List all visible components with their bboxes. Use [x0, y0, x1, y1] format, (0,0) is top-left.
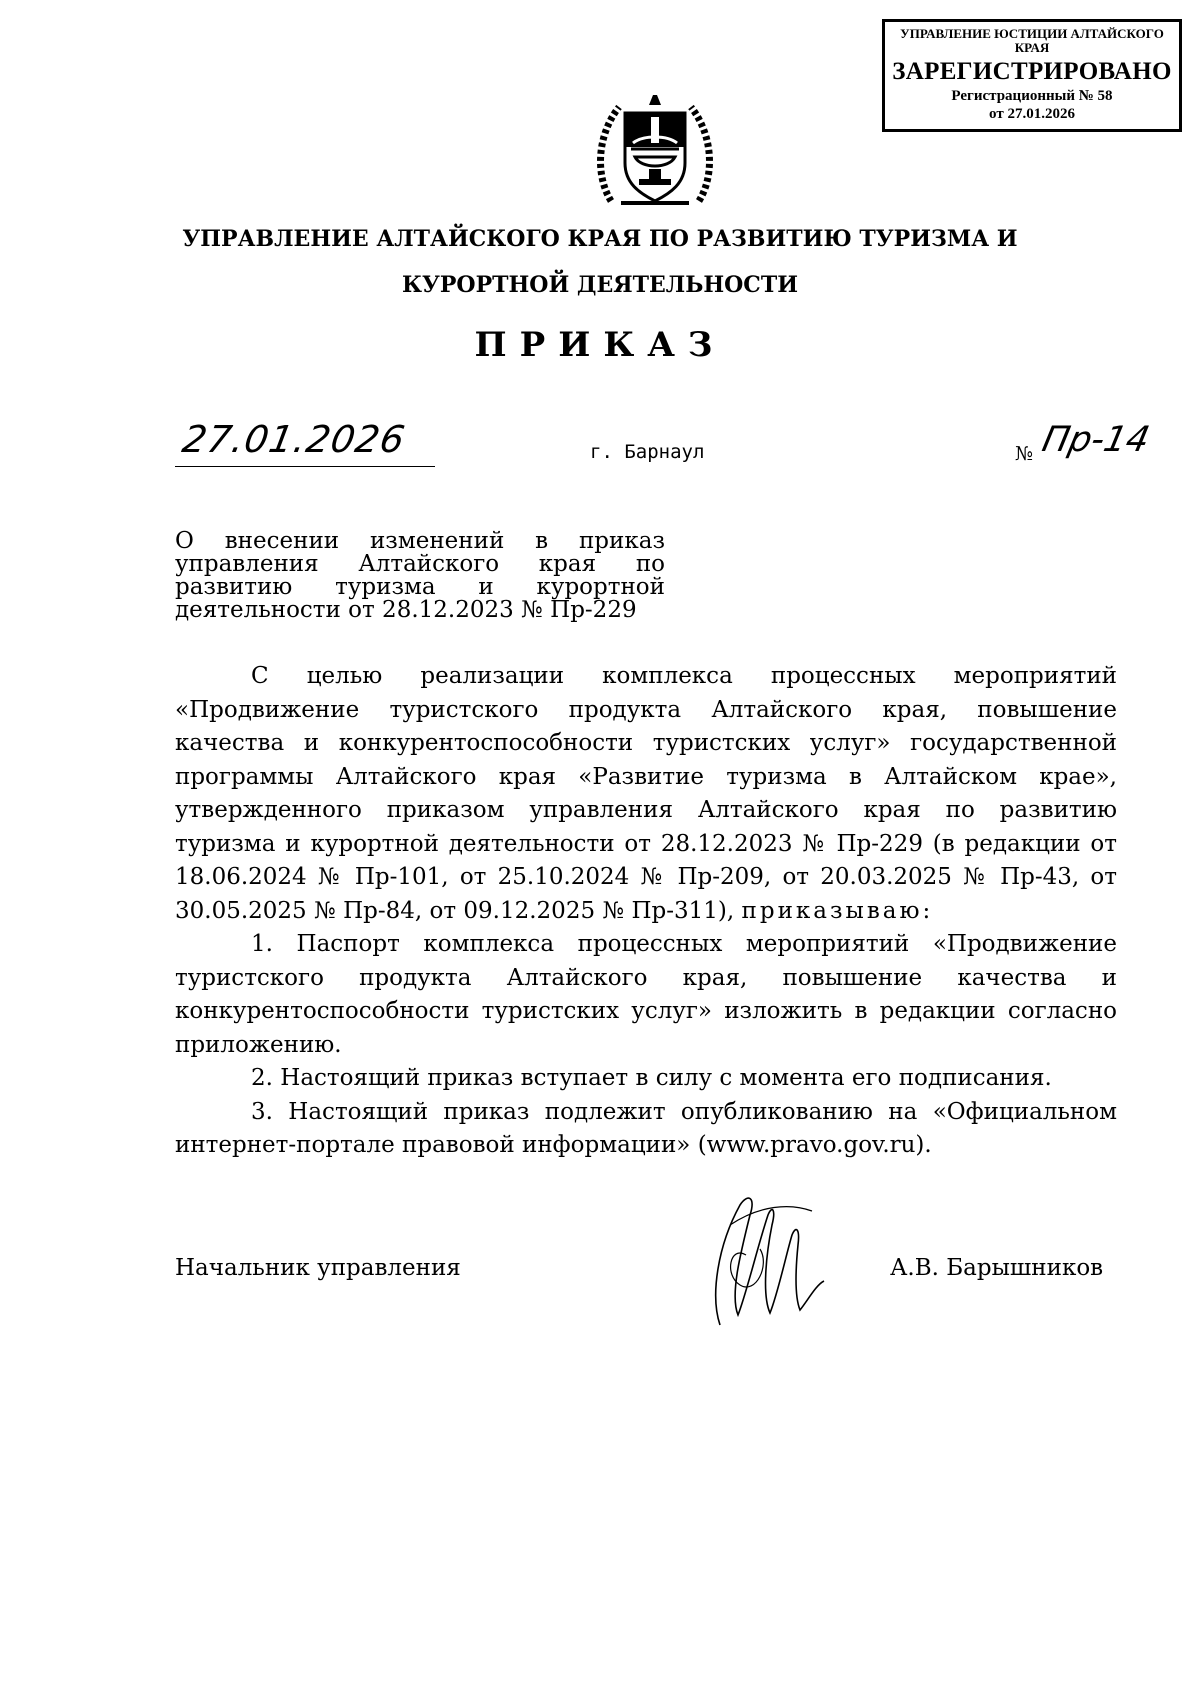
signatory-position: Начальник управления: [175, 1255, 461, 1281]
stamp-reg-number: Регистрационный № 58: [951, 88, 1113, 104]
stamp-org: УПРАВЛЕНИЕ ЮСТИЦИИ АЛТАЙСКОГО КРАЯ: [900, 26, 1164, 55]
order-word: приказываю:: [741, 897, 934, 924]
document-type-title: ПРИКАЗ: [474, 325, 726, 365]
handwritten-order-number: Пр-14: [1038, 420, 1153, 460]
subject-line: О внесении изменений в приказ: [175, 528, 665, 554]
preamble-paragraph: [175, 660, 1117, 928]
number-sign: №: [1015, 443, 1033, 465]
stamp-reg-date: от 27.01.2026: [989, 106, 1075, 122]
order-item-3: 3. Настоящий приказ подлежит опубликованию на «Официальном интернет-портале правовой информации» (www.pravo.gov.ru).: [175, 1098, 1117, 1158]
order-body: [175, 660, 1117, 1163]
signatory-name: А.В. Барышников: [890, 1255, 1104, 1281]
org-heading-line-1: УПРАВЛЕНИЕ АЛТАЙСКОГО КРАЯ ПО РАЗВИТИЮ ТУРИЗМА И: [182, 226, 1018, 252]
subject-line: управления Алтайского края по: [175, 551, 665, 577]
city: г. Барнаул: [590, 441, 705, 463]
handwritten-signature: [700, 1185, 830, 1330]
registration-stamp: [882, 19, 1182, 132]
preamble-text: С целью реализации комплекса процессных мероприятий «Продвижение туристского продукта Алтайского края, повышение качества и конкурентоспособности туристских услуг» государственной программы Алтайского края «Развитие туризма в Алтайском крае», утвержденного приказом управления Алтайского края по развитию туризма и курортной деятельности от 28.12.2023 № Пр-229 (в редакции от 18.06.2024 № Пр-101, от 25.10.2024 № Пр-209, от 20.03.2025 № Пр-43, от 30.05.2025 № Пр-84, от 09.12.2025 № Пр-311),: [175, 663, 1117, 924]
altai-krai-coat-of-arms-icon: [591, 83, 719, 211]
org-heading: [150, 216, 1050, 308]
org-heading-line-2: КУРОРТНОЙ ДЕЯТЕЛЬНОСТИ: [402, 272, 798, 298]
order-item-1: 1. Паспорт комплекса процессных мероприятий «Продвижение туристского продукта Алтайского края, повышение качества и конкурентоспособности туристских услуг» изложить в редакции согласно приложению.: [175, 931, 1117, 1058]
date-underline: [175, 466, 435, 467]
stamp-status: ЗАРЕГИСТРИРОВАНО: [892, 58, 1172, 85]
order-item-2: 2. Настоящий приказ вступает в силу с момента его подписания.: [251, 1065, 1052, 1091]
subject-line: деятельности от 28.12.2023 № Пр-229: [175, 597, 637, 623]
handwritten-date: 27.01.2026: [179, 418, 409, 461]
order-subject: [175, 530, 665, 622]
subject-line: развитию туризма и курортной: [175, 574, 665, 600]
